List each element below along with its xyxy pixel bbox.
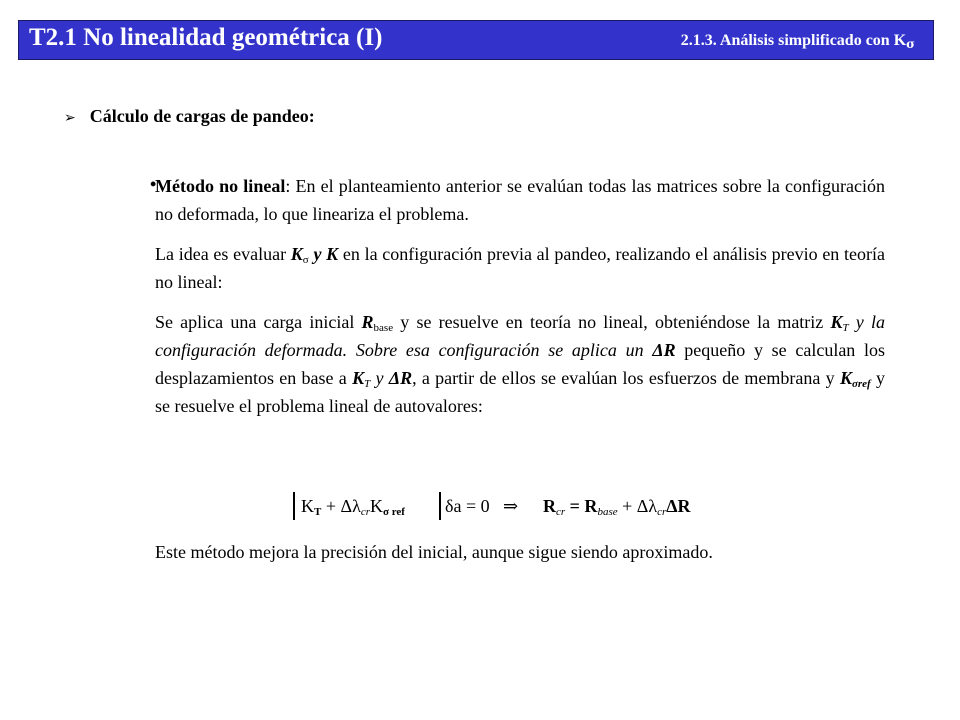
subtitle-subscript: σ bbox=[906, 37, 915, 51]
method-paragraph-2: La idea es evaluar $K_\sigma$ y K en la configuración previa al pandeo, realizando el análisis previo en teoría no lineal: bbox=[155, 244, 885, 292]
slide-title: T2.1 No linealidad geométrica (I) bbox=[29, 24, 383, 51]
section-title: Cálculo de cargas de pandeo: bbox=[89, 106, 315, 126]
arrow-bullet-icon: ➢ bbox=[64, 110, 76, 126]
eigenvalue-equation bbox=[293, 490, 723, 524]
bracket-left bbox=[293, 492, 295, 520]
bracket-right bbox=[439, 492, 441, 520]
dot-bullet-icon: • bbox=[150, 174, 157, 194]
slide-subtitle: 2.1.3. Análisis simplificado con $K_\sigma$ bbox=[680, 32, 915, 51]
equation-lhs-end: δa = 0 bbox=[445, 496, 490, 516]
conclusion-paragraph: Este método mejora la precisión del inicial, aunque sigue siendo aproximado. bbox=[155, 542, 713, 562]
method-paragraph-1: Método no lineal: En el planteamiento anterior se evalúan todas las matrices sobre la configuración no deformada, lo que lineariza el problema. bbox=[155, 176, 886, 224]
section-heading bbox=[64, 106, 315, 127]
equation-lhs: $K_T + \Delta\lambda_{cr}K_{\sigma ref}$ bbox=[301, 496, 405, 518]
equation-rhs: $R_{cr} = R_{base} + \Delta\lambda_{cr}\Delta R$ bbox=[543, 496, 691, 518]
implies-icon: ⇒ bbox=[503, 496, 519, 516]
slide-header bbox=[18, 20, 934, 60]
method-paragraph-3: Se aplica una carga inicial $R_{base}$ y se resuelve en teoría no lineal, obteniéndose la matriz $K_T$ y la configuración deformada. Sobre esa configuración se aplica un ΔR pequeño y se calculan los desplazamientos en base a $K_T$ y ΔR, a partir de ellos se evalúan los esfuerzos de membrana y $K_{\sigma ref}$ y se resuelve el problema lineal de autovalores: bbox=[155, 312, 886, 416]
method-name: Método no lineal bbox=[155, 176, 286, 196]
